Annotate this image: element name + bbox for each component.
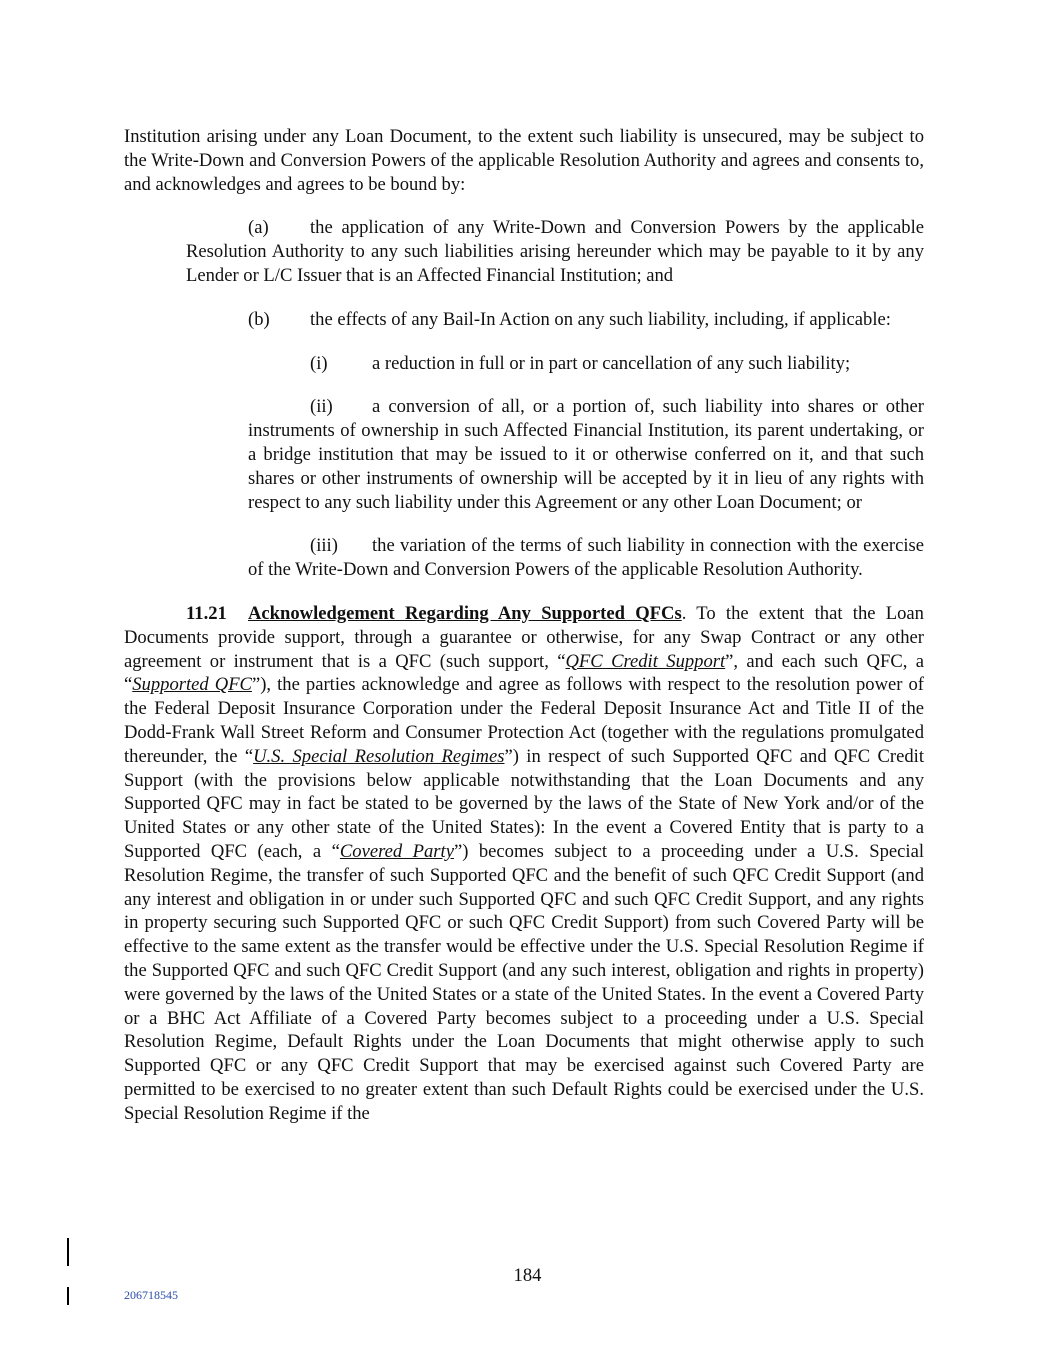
subclause-ii-label: (ii) (310, 396, 333, 418)
defined-term-covered-party: Covered Party (339, 840, 454, 862)
clause-a-text: the application of any Write-Down and Conversion Powers by the applicable Resolution Authority to any such liabilities arising hereunder which may be payable to it by any Lender or L/C Issuer that is an Affected Financial Institution; and (186, 217, 924, 286)
change-bar (67, 1287, 69, 1305)
clause-a-label: (a) (248, 217, 269, 239)
subclause-ii (248, 395, 924, 514)
subclause-i-label: (i) (310, 352, 328, 374)
intro-paragraph: Institution arising under any Loan Document, to the extent such liability is unsecured, may be subject to the Write-Down and Conversion Powers of the applicable Resolution Authority and agrees and consents to, and acknowledges and agrees to be bound by: (124, 126, 924, 195)
subclause-iii-text: the variation of the terms of such liability in connection with the exercise of the Write-Down and Conversion Powers of the applicable Resolution Authority. (248, 535, 924, 581)
section-text-5: ”) becomes subject to a proceeding under a U.S. Special Resolution Regime, the transfer of such Supported QFC and the benefit of such QFC Credit Support (and any interest and obligation in or under such Supported QFC and such QFC Credit Support, and any rights in property securing such Supported QFC or such QFC Credit Support) from such Covered Party will be effective to the same extent as the transfer would be effective under the U.S. Special Resolution Regime if the Supported QFC and such QFC Credit Support (and any such interest, obligation and rights in property) were governed by the laws of the United States or a state of the United States. In the event a Covered Party or a BHC Act Affiliate of a Covered Party becomes subject to a proceeding under a U.S. Special Resolution Regime, Default Rights under the Loan Documents that might otherwise apply to such Supported QFC or any QFC Credit Support that may be exercised against such Covered Party are permitted to be exercised to no greater extent than such Default Rights could be exercised under the U.S. Special Resolution Regime if the (124, 840, 924, 1124)
section-title: Acknowledgement Regarding Any Supported QFCs (248, 602, 682, 624)
clause-b-label: (b) (248, 308, 270, 330)
section-text-2: ”, and each such QFC, a “ (124, 650, 924, 696)
defined-term-supported-qfc: Supported QFC (132, 674, 252, 696)
subclause-iii-label: (iii) (310, 535, 338, 557)
subclause-i-text: a reduction in full or in part or cancellation of any such liability; (372, 352, 851, 374)
defined-term-qfc-credit-support: QFC Credit Support (565, 650, 726, 672)
section-text-4: ”) in respect of such Supported QFC and QFC Credit Support (with the provisions below applicable notwithstanding that the Loan Documents and any Supported QFC may in fact be stated to be governed by the laws of the State of New York and/or of the United States or any other state of the United States): In the event a Covered Entity that is party to a Supported QFC (each, a “ (124, 745, 924, 862)
subclause-i (248, 352, 924, 376)
section-text-1: . To the extent that the Loan Documents provide support, through a guarantee or otherwise, for any Swap Contract or any other agreement or instrument that is a QFC (such support, “ (124, 602, 924, 672)
clause-b-text: the effects of any Bail-In Action on any such liability, including, if applicable: (310, 308, 891, 330)
document-page (124, 125, 924, 1125)
clause-a (186, 216, 924, 287)
subclause-ii-text: a conversion of all, or a portion of, such liability into shares or other instruments of ownership in such Affected Financial Institution, its parent undertaking, or a bridge institution that may be issued to it or otherwise conferred on it, and that such shares or other instruments of ownership will be accepted by it in lieu of any rights with respect to any such liability under this Agreement or any other Loan Document; or (248, 396, 924, 513)
subclause-iii (248, 534, 924, 582)
defined-term-us-special-resolution-regimes: U.S. Special Resolution Regimes (253, 745, 505, 767)
section-text-3: ”), the parties acknowledge and agree as follows with respect to the resolution power of the Federal Deposit Insurance Corporation under the Federal Deposit Insurance Act and Title II of the Dodd-Frank Wall Street Reform and Consumer Protection Act (together with the regulations promulgated thereunder, the “ (124, 674, 924, 767)
section-number: 11.21 (186, 602, 227, 624)
document-id: 206718545 (124, 1288, 178, 1302)
section-11-21 (124, 602, 924, 1126)
page-number: 184 (513, 1265, 542, 1286)
clause-b (186, 308, 924, 332)
change-bar (67, 1238, 69, 1266)
